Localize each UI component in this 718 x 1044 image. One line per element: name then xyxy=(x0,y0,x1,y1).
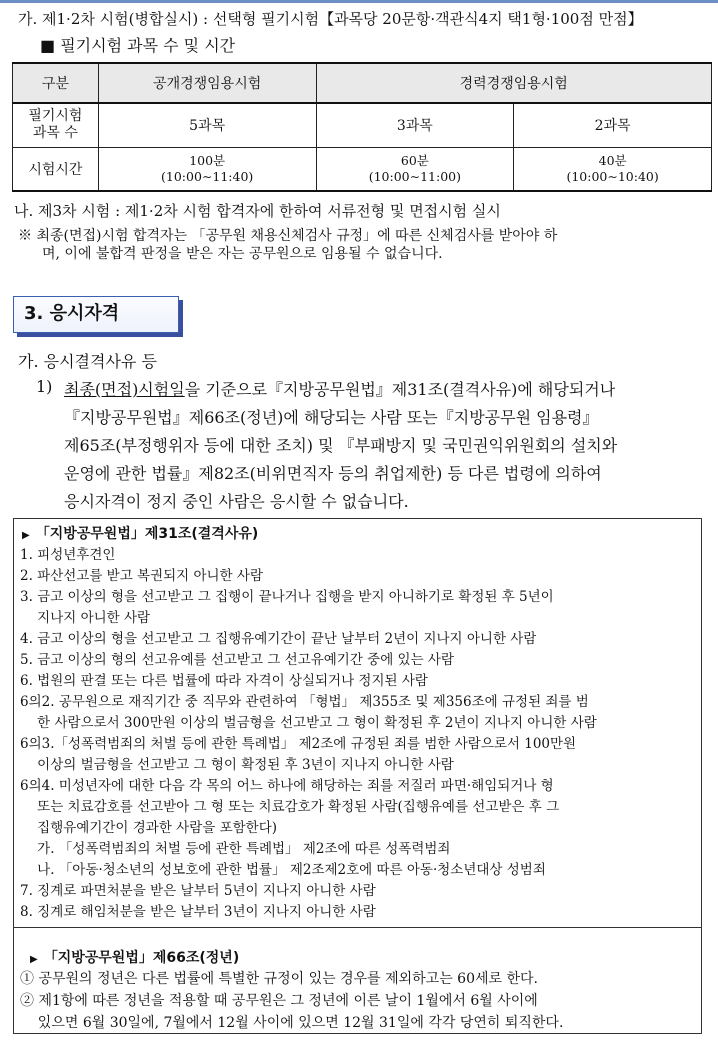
item1-line1-rest: 을 기준으로『지방공무원법』제31조(결격사유)에 해당되거나 xyxy=(184,380,616,399)
time-range: (10:00∼11:40) xyxy=(161,168,254,184)
time-range: (10:00∼11:00) xyxy=(368,168,461,184)
health-check-note-line1: ※ 최종(면접)시험 합격자는 「공무원 채용신체검사 규정」에 따른 신체검사를 받아야 하 xyxy=(18,228,558,244)
table-row xyxy=(13,147,712,191)
cell-open-subjects: 5과목 xyxy=(98,103,316,147)
top-border-rule xyxy=(0,0,718,3)
list-item: 가. 「성폭력범죄의 처벌 등에 관한 특례법」 제2조에 따른 성폭력범죄 xyxy=(20,841,451,857)
list-item: 있으면 6월 30일에, 7월에서 12월 사이에 있으면 12월 31일에 각각 당연히 퇴직한다. xyxy=(20,1015,564,1031)
item1-line3: 제65조(부정행위자 등에 대한 조치) 및 『부패방지 및 국민권익위원회의 설치와 xyxy=(64,436,618,455)
cell-career-a-time xyxy=(316,147,514,191)
time-duration: 100분 xyxy=(189,152,226,168)
header-category: 구분 xyxy=(13,63,99,103)
time-range: (10:00∼10:40) xyxy=(566,168,659,184)
item-number: 1) xyxy=(36,377,53,396)
list-item: 2. 파산선고를 받고 복권되지 아니한 사람 xyxy=(20,568,263,584)
row-label-subjects xyxy=(13,103,99,147)
list-item: 8. 징계로 해임처분을 받은 날부터 3년이 지나지 아니한 사람 xyxy=(20,904,376,920)
list-item: 한 사람으로서 300만원 이상의 벌금형을 선고받고 그 형이 확정된 후 2년이 지나지 아니한 사람 xyxy=(20,715,597,731)
header-career-competition: 경력경쟁임용시험 xyxy=(316,63,712,103)
law-31-title xyxy=(22,523,258,543)
underlined-exam-date: 최종(면접)시험일 xyxy=(64,380,185,399)
list-item: 6의4. 미성년자에 대한 다음 각 목의 어느 하나에 해당하는 죄를 저질러 파면·해임되거나 형 xyxy=(20,778,554,794)
list-item: 집행유예기간이 경과한 사람을 포함한다) xyxy=(20,820,278,836)
exam-method-line: 가. 제1·2차 시험(병합실시) : 선택형 필기시험【과목당 20문항·객관식4지 택1형·100점 만점】 xyxy=(18,10,643,28)
list-item: 4. 금고 이상의 형을 선고받고 그 집행유예기간이 끝난 날부터 2년이 지나지 아니한 사람 xyxy=(20,631,537,647)
header-open-competition: 공개경쟁임용시험 xyxy=(98,63,316,103)
list-item: 1. 피성년후견인 xyxy=(20,547,116,563)
cell-career-a-subjects: 3과목 xyxy=(316,103,514,147)
label-line: 과목 수 xyxy=(32,125,78,142)
law-31-title-text: 「지방공무원법」제31조(결격사유) xyxy=(35,526,259,542)
third-exam-line: 나. 제3차 시험 : 제1·2차 시험 합격자에 한하여 서류전형 및 면접시험 실시 xyxy=(14,202,501,220)
cell-open-time xyxy=(98,147,316,191)
time-duration: 60분 xyxy=(400,152,429,168)
time-duration: 40분 xyxy=(598,152,627,168)
triangle-icon: ▶ xyxy=(30,954,38,965)
row-label-time: 시험시간 xyxy=(13,147,99,191)
list-item: 6의2. 공무원으로 재직기간 중 직무와 관련하여 「형법」 제355조 및 제356조에 규정된 죄를 범 xyxy=(20,694,589,710)
cell-career-b-subjects: 2과목 xyxy=(514,103,712,147)
item1-line4: 운영에 관한 법률』제82조(비위면직자 등의 취업제한) 등 다른 법령에 의하여 xyxy=(64,464,602,483)
law-66-title-text: 「지방공무원법」제66조(정년) xyxy=(43,950,240,966)
list-item: 3. 금고 이상의 형을 선고받고 그 집행이 끝나거나 집행을 받지 아니하기로 확정된 후 5년이 xyxy=(20,589,554,605)
list-item: 또는 치료감호를 선고받아 그 형 또는 치료감호가 확정된 사람(집행유예를 선고받은 후 그 xyxy=(20,799,560,815)
health-check-note-line2: 며, 이에 불합격 판정을 받은 자는 공무원으로 임용될 수 없습니다. xyxy=(42,246,443,262)
list-item: 6의3.「성폭력범죄의 처벌 등에 관한 특례법」 제2조에 규정된 죄를 범한 사람으로서 100만원 xyxy=(20,736,577,752)
list-item: 이상의 벌금형을 선고받고 그 형이 확정된 후 3년이 지나지 아니한 사람 xyxy=(20,757,454,773)
list-item: 지나지 아니한 사람 xyxy=(20,610,151,626)
list-item: ① 공무원의 정년은 다른 법률에 특별한 규정이 있는 경우를 제외하고는 60세로 한다. xyxy=(20,971,538,987)
item1-line1 xyxy=(64,377,706,400)
list-item: 나. 「아동·청소년의 성보호에 관한 법률」 제2조제2호에 따른 아동·청소년대상 성범죄 xyxy=(20,862,546,878)
exam-schedule-table xyxy=(12,62,712,192)
item1-line5: 응시자격이 정지 중인 사람은 응시할 수 없습니다. xyxy=(64,492,409,511)
law-66-title xyxy=(30,947,239,967)
label-line: 필기시험 xyxy=(28,108,83,125)
table-header-row xyxy=(13,63,712,103)
table-row xyxy=(13,103,712,147)
disqualification-subheading: 가. 응시결격사유 등 xyxy=(18,352,157,371)
item1-line2: 『지방공무원법』제66조(정년)에 해당되는 사람 또는『지방공무원 임용령』 xyxy=(64,408,599,427)
exam-subjects-heading: ■ 필기시험 과목 수 및 시간 xyxy=(40,36,236,55)
list-item: 5. 금고 이상의 형의 선고유예를 선고받고 그 선고유예기간 중에 있는 사람 xyxy=(20,652,454,668)
list-item: ② 제1항에 따른 정년을 적용할 때 공무원은 그 정년에 이른 날이 1월에서 6월 사이에 xyxy=(20,993,538,1009)
section-3-title: 3. 응시자격 xyxy=(13,296,179,333)
cell-career-b-time xyxy=(514,147,712,191)
list-item: 7. 징계로 파면처분을 받은 날부터 5년이 지나지 아니한 사람 xyxy=(20,883,376,899)
list-item: 6. 법원의 판결 또는 다른 법률에 따라 자격이 상실되거나 정지된 사람 xyxy=(20,673,428,689)
triangle-icon: ▶ xyxy=(22,530,30,541)
